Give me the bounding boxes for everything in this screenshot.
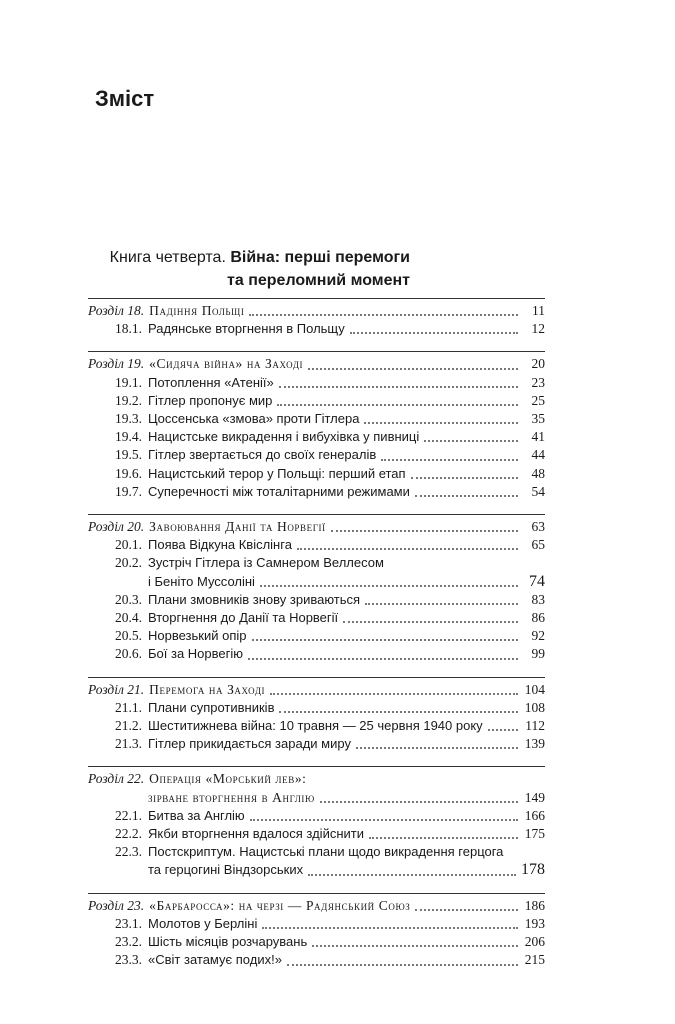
leader-dots: [424, 440, 518, 442]
section-title: Битва за Англію: [148, 807, 245, 823]
page-number: 175: [524, 826, 545, 842]
toc-section[interactable]: [88, 627, 545, 645]
toc-section[interactable]: [88, 374, 545, 392]
leader-dots: [369, 837, 518, 839]
toc-section[interactable]: [88, 717, 545, 735]
section-title: Гітлер звертається до своїх генералів: [148, 447, 377, 463]
leader-dots: [279, 711, 518, 713]
leader-dots: [250, 819, 518, 821]
leader-dots: [308, 874, 516, 876]
toc-section[interactable]: [88, 735, 545, 753]
leader-dots: [331, 530, 518, 532]
page-number: 41: [531, 429, 545, 445]
toc-section[interactable]: [88, 951, 545, 969]
toc-section[interactable]: [88, 536, 545, 554]
chapter-heading-row[interactable]: [88, 897, 545, 915]
page-number: 25: [531, 392, 545, 408]
page-number: 139: [524, 736, 545, 752]
section-title: Поява Відкуна Квіслінга: [148, 537, 292, 553]
page-number: 112: [525, 718, 545, 734]
section-title: Шеститижнева війна: 10 травня — 25 червня 1940 року: [148, 718, 483, 734]
leader-dots: [320, 801, 518, 803]
section-title: Вторгнення до Данії та Норвегії: [148, 610, 339, 626]
section-number: 20.4.: [115, 610, 142, 626]
chapter-label: Розділ 19.: [88, 356, 145, 372]
table-of-contents: [88, 298, 545, 983]
leader-dots: [343, 621, 518, 623]
leader-dots: [415, 495, 518, 497]
page-number: 44: [531, 447, 545, 463]
section-title: Потоплення «Атенії»: [148, 374, 274, 390]
leader-dots: [488, 729, 518, 731]
toc-chapter: [88, 677, 545, 754]
chapter-title: Операція «Морський лев»:: [149, 771, 307, 787]
page-number: 86: [531, 610, 545, 626]
toc-section[interactable]: [88, 933, 545, 951]
section-number: 22.1.: [115, 807, 142, 823]
section-title: Цоссенська «змова» проти Гітлера: [148, 411, 360, 427]
leader-dots: [277, 404, 518, 406]
book-title: [108, 246, 410, 292]
toc-section[interactable]: [88, 410, 545, 428]
chapter-label: Розділ 18.: [88, 303, 145, 318]
page-number: 108: [524, 699, 545, 715]
toc-section[interactable]: [88, 483, 545, 501]
toc-section[interactable]: [88, 807, 545, 825]
section-title: Постскриптум. Нацистські плани щодо викрадення герцога: [148, 844, 504, 860]
section-number: 23.3.: [115, 952, 142, 968]
toc-section[interactable]: [88, 428, 545, 446]
section-title: «Світ затамує подих!»: [148, 952, 282, 968]
section-title: Плани змовників знову зриваються: [148, 591, 361, 607]
chapter-heading-row[interactable]: [88, 681, 545, 699]
leader-dots: [252, 639, 519, 641]
section-title: Шість місяців розчарувань: [148, 934, 308, 950]
page-number: 166: [524, 807, 545, 823]
toc-section[interactable]: [88, 392, 545, 410]
page-number: 54: [531, 483, 545, 499]
leader-dots: [287, 964, 518, 966]
section-number: 20.2.: [115, 555, 142, 571]
section-title-cont: і Беніто Муссоліні: [148, 573, 255, 589]
leader-dots: [297, 548, 518, 550]
leader-dots: [260, 585, 518, 587]
section-number: 19.2.: [115, 392, 142, 408]
section-title: Бої за Норвегію: [148, 646, 244, 662]
toc-chapter: [88, 298, 545, 338]
page-number: 92: [531, 628, 545, 644]
page-number: 48: [531, 465, 545, 481]
section-number: 22.2.: [115, 826, 142, 842]
section-number: 20.1.: [115, 537, 142, 553]
toc-section[interactable]: [88, 609, 545, 627]
leader-dots: [249, 314, 518, 316]
toc-section[interactable]: [88, 915, 545, 933]
page-number: 35: [531, 411, 545, 427]
chapter-heading-row-cont[interactable]: [88, 789, 545, 807]
page-number: 193: [524, 915, 545, 931]
page-number: 74: [529, 572, 545, 590]
toc-section[interactable]: [88, 465, 545, 483]
section-number: 20.3.: [115, 591, 142, 607]
page-number: 23: [531, 374, 545, 390]
chapter-heading-row[interactable]: [88, 355, 545, 373]
section-number: 19.7.: [115, 483, 142, 499]
chapter-title: Перемога на Заході: [149, 681, 266, 697]
section-number: 21.3.: [115, 736, 142, 752]
page-number: 149: [524, 789, 545, 805]
leader-dots: [365, 603, 518, 605]
toc-section[interactable]: [88, 645, 545, 663]
leader-dots: [411, 477, 518, 479]
page-number: 12: [531, 321, 545, 337]
section-title: Суперечності між тоталітарними режимами: [148, 483, 410, 499]
leader-dots: [248, 658, 518, 660]
chapter-heading-row[interactable]: [88, 302, 545, 320]
section-title: Якби вторгнення вдалося здійснити: [148, 826, 364, 842]
section-number: 19.4.: [115, 429, 142, 445]
toc-section[interactable]: [88, 825, 545, 843]
section-number: 18.1.: [115, 321, 142, 337]
section-title: Нацистський терор у Польщі: перший етап: [148, 465, 406, 481]
leader-dots: [350, 332, 518, 334]
page-number: 206: [524, 934, 545, 950]
page-number: 65: [531, 537, 545, 553]
section-title: Плани супротивників: [148, 699, 275, 715]
book-title-lead: Книга четверта.: [109, 249, 226, 266]
toc-chapter: [88, 893, 545, 970]
page-number: 20: [531, 356, 545, 372]
page-title: Зміст: [95, 86, 155, 111]
toc-section[interactable]: [88, 320, 545, 338]
leader-dots: [262, 927, 518, 929]
section-number: 22.3.: [115, 844, 142, 860]
toc-section[interactable]: [88, 554, 545, 590]
section-title: Нацистське викрадення і вибухівка у пивниці: [148, 429, 420, 445]
leader-dots: [415, 909, 518, 911]
page-number: 186: [524, 897, 545, 913]
section-title: Гітлер прикидається заради миру: [148, 736, 351, 752]
chapter-title: Завоювання Данії та Норвегії: [149, 519, 326, 535]
section-title: Молотов у Берліні: [148, 915, 258, 931]
section-number: 20.5.: [115, 628, 142, 644]
chapter-title-cont: зірване вторгнення в Англію: [148, 789, 315, 805]
leader-dots: [381, 459, 518, 461]
toc-chapter: [88, 351, 545, 501]
book-title-line1: Війна: перші перемоги: [230, 249, 410, 266]
toc-section[interactable]: [88, 699, 545, 717]
section-number: 19.6.: [115, 465, 142, 481]
leader-dots: [356, 747, 518, 749]
page-number: 104: [524, 681, 545, 697]
section-number: 21.2.: [115, 718, 142, 734]
page-number: 99: [531, 646, 545, 662]
section-number: 23.2.: [115, 934, 142, 950]
section-number: 23.1.: [115, 915, 142, 931]
page-number: 215: [524, 952, 545, 968]
section-title: Радянське вторгнення в Польщу: [148, 321, 345, 337]
section-number: 19.1.: [115, 374, 142, 390]
chapter-label: Розділ 22.: [88, 771, 145, 787]
leader-dots: [364, 422, 518, 424]
chapter-label: Розділ 21.: [88, 681, 145, 697]
chapter-label: Розділ 23.: [88, 897, 145, 913]
section-number: 19.3.: [115, 411, 142, 427]
page-number: 63: [531, 519, 545, 535]
leader-dots: [270, 693, 518, 695]
page-number: 11: [532, 303, 545, 318]
section-title-cont: та герцогині Віндзорських: [148, 862, 304, 878]
toc-section[interactable]: [88, 446, 545, 464]
leader-dots: [279, 386, 518, 388]
section-number: 19.5.: [115, 447, 142, 463]
book-title-line2: та переломний момент: [227, 272, 410, 289]
section-title: Норвезький опір: [148, 628, 247, 644]
chapter-heading-row[interactable]: [88, 770, 545, 788]
page-number: 83: [531, 591, 545, 607]
section-number: 21.1.: [115, 699, 142, 715]
toc-section[interactable]: [88, 591, 545, 609]
leader-dots: [308, 368, 518, 370]
toc-section[interactable]: [88, 843, 545, 879]
section-title: Гітлер пропонує мир: [148, 392, 273, 408]
chapter-title: «Барбаросса»: на черзі — Радянський Союз: [149, 897, 411, 913]
chapter-title: «Сидяча війна» на Заході: [149, 356, 304, 372]
leader-dots: [312, 945, 518, 947]
section-title: Зустріч Гітлера із Самнером Веллесом: [148, 555, 384, 571]
page-number: 178: [521, 861, 545, 879]
toc-chapter: [88, 514, 545, 664]
chapter-heading-row[interactable]: [88, 518, 545, 536]
section-number: 20.6.: [115, 646, 142, 662]
toc-chapter: [88, 766, 545, 879]
chapter-title: Падіння Польщі: [149, 303, 245, 318]
chapter-label: Розділ 20.: [88, 519, 145, 535]
